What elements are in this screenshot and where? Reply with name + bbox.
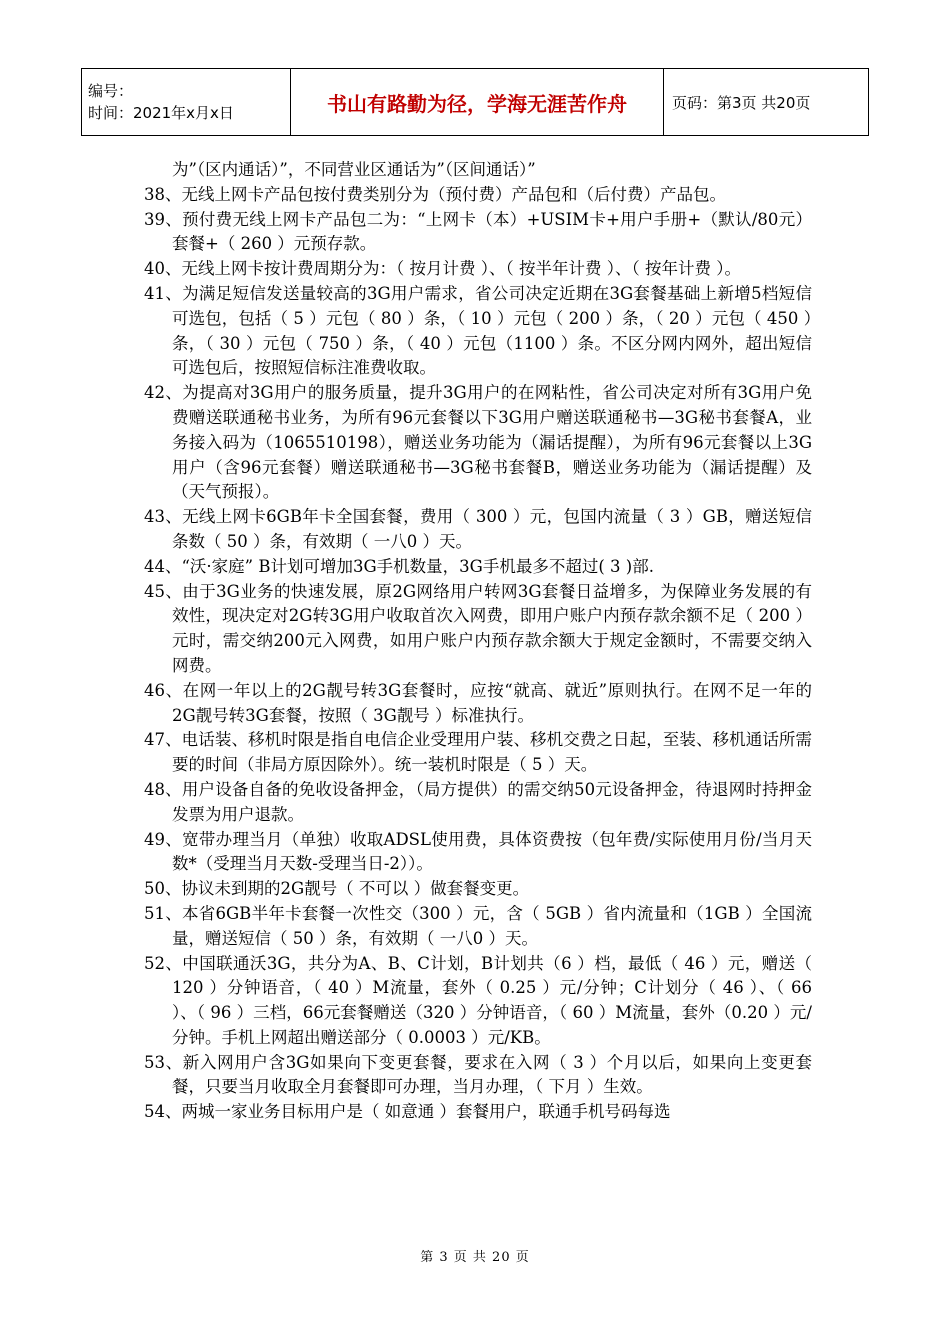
header-meta (82, 69, 291, 136)
list-item-46: 46、在网一年以上的2G靓号转3G套餐时，应按“就高、就近”原则执行。在网不足一年的2G靓号转3G套餐，按照（ 3G靓号 ）标准执行。 (144, 680, 812, 725)
page-info: 页码：第3页 共20页 (664, 69, 869, 136)
header-motto: 书山有路勤为径，学海无涯苦作舟 (291, 69, 664, 136)
list-item-51: 51、本省6GB半年卡套餐一次性交（300 ）元，含（ 5GB ）省内流量和（1GB ）全国流量，赠送短信（ 50 ）条，有效期（ 一八0 ）天。 (144, 903, 812, 948)
list-item-54: 54、两城一家业务目标用户是（ 如意通 ）套餐用户，联通手机号码每选 (144, 1102, 671, 1122)
list-item-49: 49、宽带办理当月（单独）收取ADSL使用费，具体资费按（包年费/实际使用月份/当月天数*（受理当月天数-受理当日-2））。 (144, 829, 812, 874)
list-item-41: 41、为满足短信发送量较高的3G用户需求，省公司决定近期在3G套餐基础上新增5档短信可选包，包括（ 5 ）元包（ 80 ）条，（ 10 ）元包（ 200 ）条，（ 20 ）元包（ 450 ）条，（ 30 ）元包（ 750 ）条，（ 40 ）元包（1100 ）条。不区分网内网外，超出短信可选包后，按照短信标注准费收取。 (144, 283, 812, 378)
list-item-47: 47、电话装、移机时限是指自电信企业受理用户装、移机交费之日起，至装、移机通话所需要的时间（非局方原因除外）。统一装机时限是（ 5 ）天。 (144, 730, 812, 775)
list-item-48: 48、用户设备自备的免收设备押金，（局方提供）的需交纳50元设备押金，待退网时持押金发票为用户退款。 (144, 779, 812, 824)
number-label: 编号： (88, 82, 134, 100)
page-footer: 第 3 页 共 20 页 (420, 1250, 530, 1265)
list-item-50: 50、协议未到期的2G靓号（ 不可以 ）做套餐变更。 (144, 879, 530, 899)
list-item-53: 53、新入网用户含3G如果向下变更套餐，要求在入网（ 3 ）个月以后，如果向上变更套餐，只要当月收取全月套餐即可办理，当月办理，（ 下月 ）生效。 (144, 1052, 812, 1097)
continuation-text: 为”（区内通话）”，不同营业区通话为”（区间通话）” (172, 160, 536, 179)
list-item-45: 45、由于3G业务的快速发展，原2G网络用户转网3G套餐日益增多，为保障业务发展的有效性，现决定对2G转3G用户收取首次入网费，即用户账户内预存款余额不足（ 200 ）元时，需交纳200元入网费，如用户账户内预存款余额大于规定金额时，不需要交纳入网费。 (144, 581, 812, 675)
list-item-44: 44、“沃·家庭” B计划可增加3G手机数量，3G手机最多不超过( 3 )部. (144, 556, 654, 576)
list-item-52: 52、中国联通沃3G，共分为A、B、C计划，B计划共（6 ）档，最低（ 46 ）元，赠送（ 120 ）分钟语音，（ 40 ）M流量，套外（ 0.25 ）元/分钟；C计划分（ 46 ）、（ 66 ）、（ 96 ）三档，66元套餐赠送（320 ）分钟语音，（ 60 ）M流量，套外（0.20 ）元/分钟。手机上网超出赠送部分（ 0.0003 ）元/KB。 (144, 953, 812, 1047)
time-label: 时间：2021年x月x日 (88, 104, 234, 122)
list-item-40: 40、无线上网卡按计费周期分为：（ 按月计费 ）、（ 按半年计费 ）、（ 按年计费 ）。 (144, 259, 741, 279)
list-item-38: 38、无线上网卡产品包按付费类别分为（预付费）产品包和（后付费）产品包。 (144, 184, 726, 204)
list-item-39: 39、预付费无线上网卡产品包二为：“上网卡（本）+USIM卡+用户手册+（默认/80元）套餐+（ 260 ）元预存款。 (144, 209, 812, 254)
list-item-42: 42、为提高对3G用户的服务质量，提升3G用户的在网粘性，省公司决定对所有3G用户免费赠送联通秘书业务，为所有96元套餐以下3G用户赠送联通秘书—3G秘书套餐A，业务接入码为（1065510198），赠送业务功能为（漏话提醒），为所有96元套餐以上3G用户（含96元套餐）赠送联通秘书—3G秘书套餐B，赠送业务功能为（漏话提醒）及（天气预报）。 (144, 383, 812, 502)
header-table (81, 68, 869, 136)
document-body (144, 158, 812, 1125)
list-item-43: 43、无线上网卡6GB年卡全国套餐，费用（ 300 ）元，包国内流量（ 3 ）GB，赠送短信条数（ 50 ）条，有效期（ 一八0 ）天。 (144, 507, 812, 551)
